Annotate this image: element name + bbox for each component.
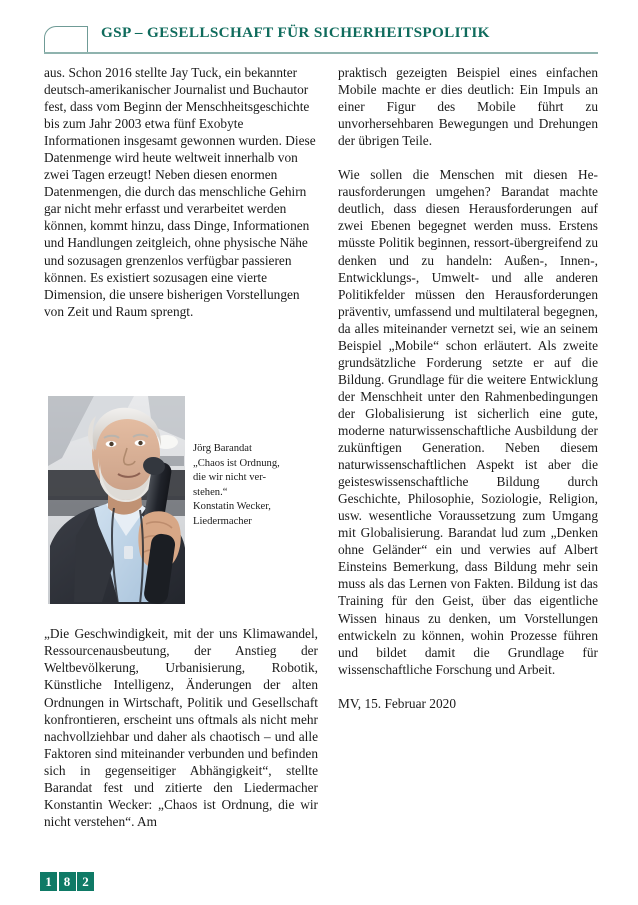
right-column bbox=[338, 64, 598, 712]
caption-line-5: Konstatin Wecker, bbox=[193, 501, 271, 513]
left-column-upper bbox=[44, 64, 318, 320]
page-header bbox=[44, 24, 598, 58]
photo-image bbox=[48, 396, 185, 604]
page-number-digit: 1 bbox=[40, 872, 57, 891]
header-bracket-decoration bbox=[44, 26, 88, 52]
article-byline: MV, 15. Februar 2020 bbox=[338, 695, 456, 711]
caption-line-3: die wir nicht ver- bbox=[193, 472, 267, 484]
body-paragraph-left-1: aus. Schon 2016 stellte Jay Tuck, ein bekannter deutsch-amerikanischer Journalist und Buchautor fest, dass vom Beginn der Menschheitsgeschichte bis zum Jahr 2003 etwa fünf Exobyte Informationen insgesamt gewonnen wurden. Diese Datenmenge wird heute weltweit innerhalb von zwei Tagen erzeugt! Neben diesen enormen Datenmengen, die durch das menschliche Gehirn gar nicht mehr erfasst und verarbeitet werden können, kommt hinzu, dass Dinge, Informationen und Handlungen zeitgleich, ohne physische Nähe und sozusagen grenzenlos verfügbar passieren können. Es existiert sozusagen eine vierte Dimension, die unsere bisherigen Vorstellungen von Zeit und Raum sprengt. bbox=[44, 65, 316, 319]
body-paragraph-right-1: praktisch gezeigten Beispiel eines einfachen Mobile machte er dies deutlich: Ein Impuls an einer Figur des Mobile führt zu unvorhersehbaren Bewegungen und Drehungen der übrigen Teile. bbox=[338, 65, 598, 149]
caption-line-6: Liedermacher bbox=[193, 515, 252, 527]
body-paragraph-left-2: „Die Geschwindigkeit, mit der uns Klimawandel, Ressourcenausbeutung, der Anstieg der Weltbevölkerung, Urbanisierung, Robotik, Künstliche Intelligenz, Änderungen der alten Ordnungen in Wirtschaft, Politik und Gesellschaft konfrontieren, erscheint uns oftmals als nicht mehr nachvollziehbar und daher als chaotisch – und alle Faktoren sind miteinander verbunden und befinden sich in gegenseitiger Abhängigkeit“, stellte Barandat fest und zitierte den Liedermacher Konstantin Wecker: „Chaos ist Ordnung, die wir nicht verstehen“. Am bbox=[44, 626, 318, 829]
left-column-lower bbox=[44, 612, 318, 843]
caption-line-2: „Chaos ist Ordnung, bbox=[193, 457, 280, 469]
caption-line-1: Jörg Barandat bbox=[193, 443, 252, 454]
figure-caption bbox=[193, 442, 319, 530]
page-number-badge bbox=[40, 872, 94, 891]
page-number-digit: 8 bbox=[59, 872, 76, 891]
figure-barandat bbox=[48, 396, 185, 604]
page-title: GSP – GESELLSCHAFT FÜR SICHERHEITSPOLITIK bbox=[101, 24, 490, 41]
caption-line-4: stehen.“ bbox=[193, 486, 228, 498]
header-divider bbox=[44, 52, 598, 54]
body-paragraph-right-2: Wie sollen die Menschen mit diesen Herausforderungen umgehen? Barandat machte deutlich, dass diesen Herausforderungen auf zwei Ebenen begegnet werden muss. Erstens müsste Politik beginnen, ressort-übergreifend zu denken und zu handeln: Außen-, Innen-, Entwicklungs-, Umwelt- und alle anderen Politikfelder müssen den Herausforderungen präventiv, umfassend und multilateral begegnen, da alles miteinander vernetzt sei, wie an seinem Beispiel „Mobile“ schon erläutert. Als zweite grundsätzliche Forderung setzte er auf die Bildung. Grundlage für die weitere Entwicklung der Menschheit unter den Rahmenbedingungen der Globalisierung ist sicherlich eine gute, moderne naturwissenschaftliche Ausbildung der zukünftigen Generation. Neben diesem naturwissenschaftlichen Aspekt ist aber die geisteswissenschaftliche Bildung durch Geschichte, Philosophie, Soziologie, Religion, usw. wesentliche Voraussetzung zum Umgang mit Globalisierung. Barandat lud zum „Denken ohne Geländer“ ein und verwies auf Albert Einsteins Bemerkung, dass Bildung mehr sein muss als das Lernen von Fakten. Bildung ist das Training für den Geist, über das eigentliche Wissen hinaus zu denken, um Vorstellungen entwickeln zu können, wohin Prozesse führen und bildet damit die Grundlage für wissenschaftliche Forschung und Arbeit. bbox=[338, 167, 598, 677]
page-number-digit: 2 bbox=[77, 872, 94, 891]
